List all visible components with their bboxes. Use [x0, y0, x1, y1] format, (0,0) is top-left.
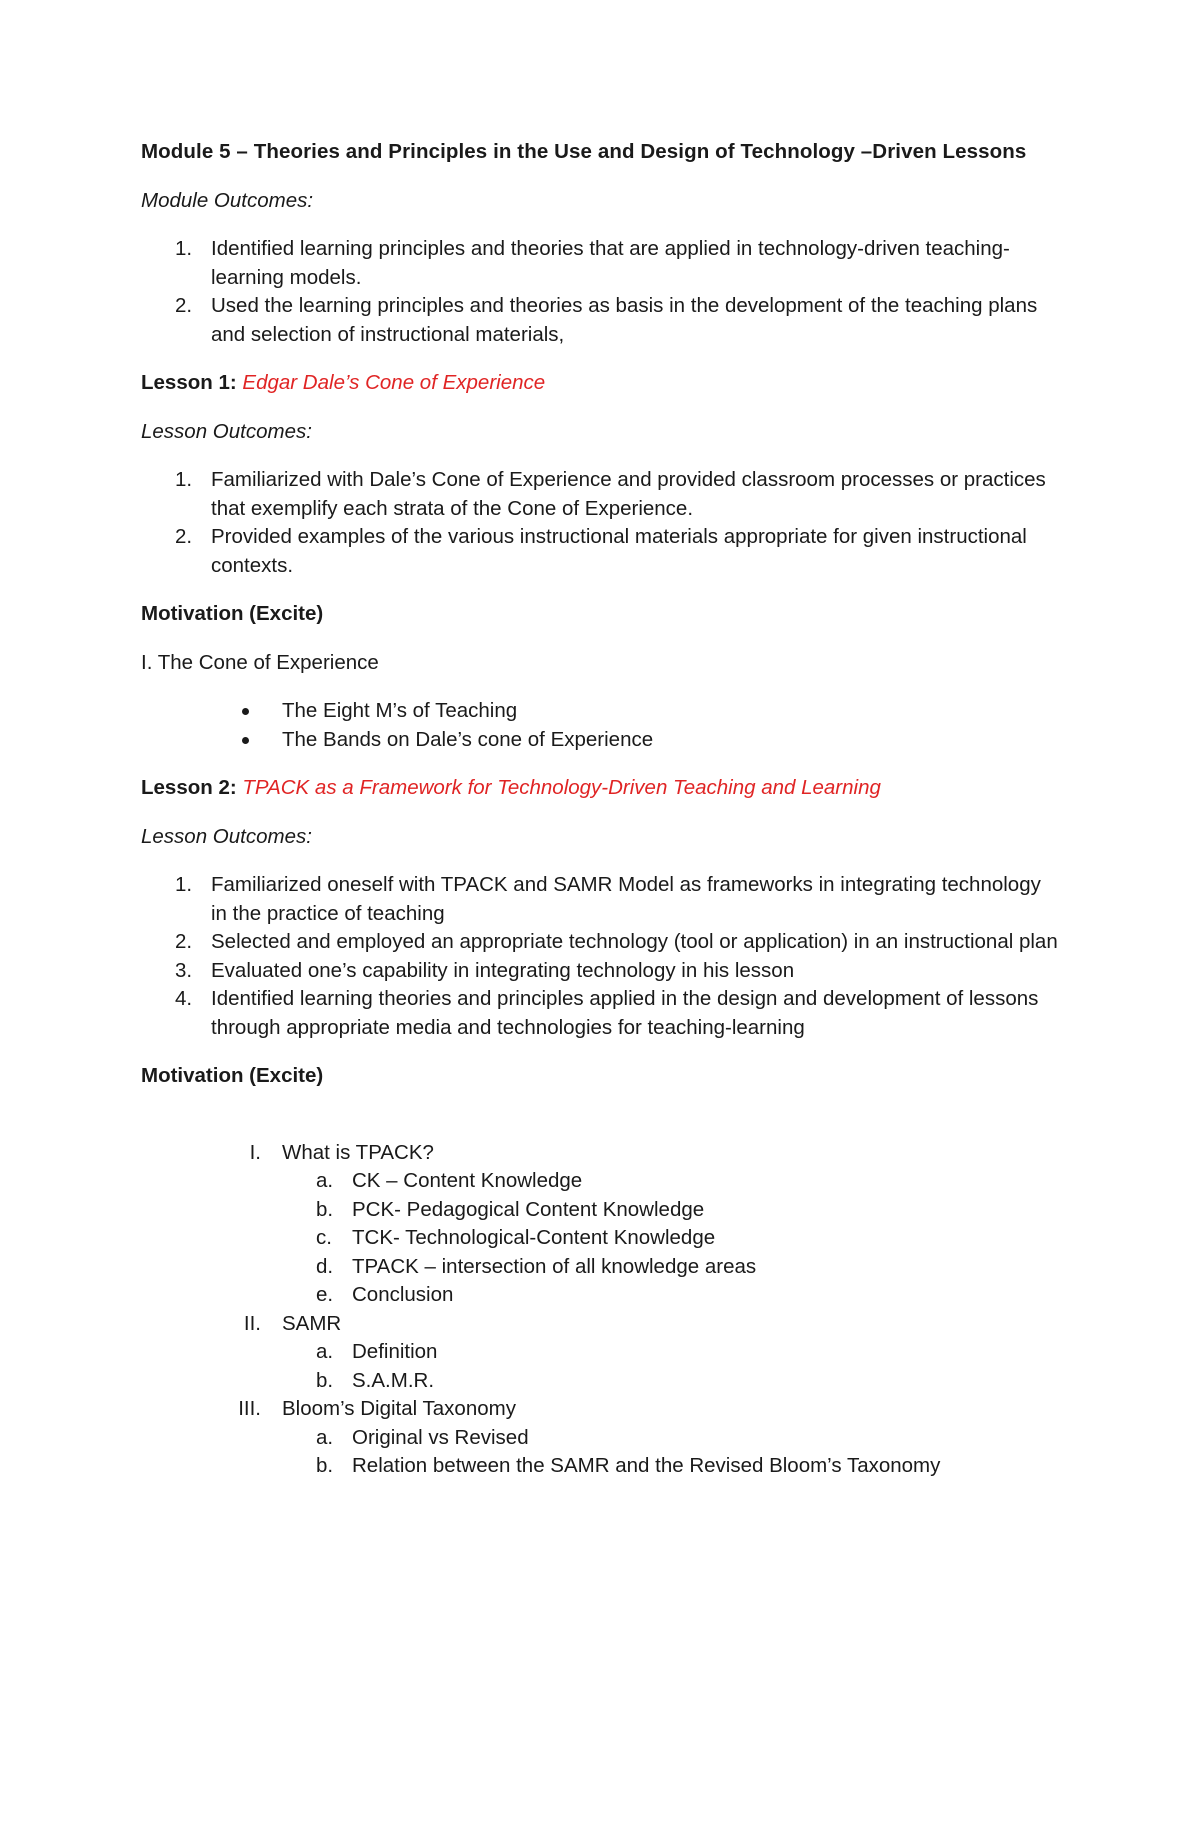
- module-outcomes-label: Module Outcomes:: [141, 188, 314, 212]
- lesson-2-outline: [141, 1139, 1061, 1481]
- list-item: The Eight M’s of Teaching: [141, 697, 1061, 726]
- list-item: 2. Used the learning principles and theories as basis in the development of the teaching plans and selection of instructional materials,: [175, 294, 1038, 346]
- bullet-icon: [242, 708, 249, 715]
- list-item: 2. Selected and employed an appropriate technology (tool or application) in an instructional plan: [175, 930, 1058, 953]
- lesson-1-outcomes-label: Lesson Outcomes:: [141, 419, 312, 443]
- list-item: 1. Familiarized with Dale’s Cone of Experience and provided classroom processes or practices that exemplify each strata of the Cone of Experience.: [175, 468, 1046, 520]
- list-item: a. Original vs Revised: [316, 1425, 529, 1449]
- outline-section: II. SAMR a. Definition b. S.A.M.R.: [141, 1310, 1061, 1396]
- list-item: 1. Familiarized oneself with TPACK and SAMR Model as frameworks in integrating technology in the practice of teaching: [175, 873, 1041, 925]
- lesson-1-outcomes-list: [141, 466, 1061, 580]
- lesson-1-section-title: I. The Cone of Experience: [141, 650, 379, 674]
- list-item: d. TPACK – intersection of all knowledge areas: [316, 1254, 757, 1278]
- list-item: b. S.A.M.R.: [316, 1368, 435, 1392]
- lesson-1-title: Edgar Dale’s Cone of Experience: [242, 371, 546, 394]
- lesson-1-heading: [141, 369, 1061, 398]
- list-item: a. CK – Content Knowledge: [316, 1169, 583, 1192]
- list-item: b. PCK- Pedagogical Content Knowledge: [316, 1197, 705, 1221]
- module-title: Module 5 – Theories and Principles in the Use and Design of Technology –Driven Lessons: [141, 140, 1027, 163]
- lesson-1-number: Lesson 1:: [141, 371, 237, 394]
- module-outcomes-list: [141, 235, 1061, 349]
- list-item: e. Conclusion: [316, 1283, 454, 1306]
- list-item: 4. Identified learning theories and principles applied in the design and development of lessons through appropriate media and technologies for teaching-learning: [175, 987, 1039, 1039]
- list-item: 2. Provided examples of the various instructional materials appropriate for given instructional contexts.: [175, 525, 1027, 577]
- lesson-1-bullet-list: [141, 697, 1061, 754]
- list-item: The Bands on Dale’s cone of Experience: [141, 726, 1061, 755]
- lesson-2-number: Lesson 2:: [141, 776, 237, 799]
- list-item: c. TCK- Technological-Content Knowledge: [316, 1226, 716, 1249]
- list-item: 1. Identified learning principles and theories that are applied in technology-driven teaching-learning models.: [175, 237, 1010, 289]
- lesson-2-title: TPACK as a Framework for Technology-Driven Teaching and Learning: [242, 776, 881, 799]
- list-item: 3. Evaluated one’s capability in integrating technology in his lesson: [175, 958, 795, 982]
- outline-section: III. Bloom’s Digital Taxonomy a. Original vs Revised b. Relation between the SAMR and the Revised Bloom’s Taxonomy: [141, 1395, 1061, 1481]
- lesson-2-outcomes-label: Lesson Outcomes:: [141, 824, 312, 848]
- bullet-icon: [242, 737, 249, 744]
- outline-section: I. What is TPACK? a. CK – Content Knowledge b. PCK- Pedagogical Content Knowledge c. TCK- Technological-Content Knowledge d. TPACK – intersection of all knowledge areas e. Conclusion: [141, 1139, 1061, 1310]
- lesson-2-motivation-heading: Motivation (Excite): [141, 1064, 324, 1087]
- list-item: b. Relation between the SAMR and the Revised Bloom’s Taxonomy: [316, 1454, 941, 1477]
- list-item: a. Definition: [316, 1340, 438, 1363]
- lesson-2-outcomes-list: [141, 871, 1061, 1042]
- document-page: [141, 138, 1061, 1481]
- lesson-2-heading: [141, 774, 1061, 803]
- lesson-1-motivation-heading: Motivation (Excite): [141, 602, 324, 625]
